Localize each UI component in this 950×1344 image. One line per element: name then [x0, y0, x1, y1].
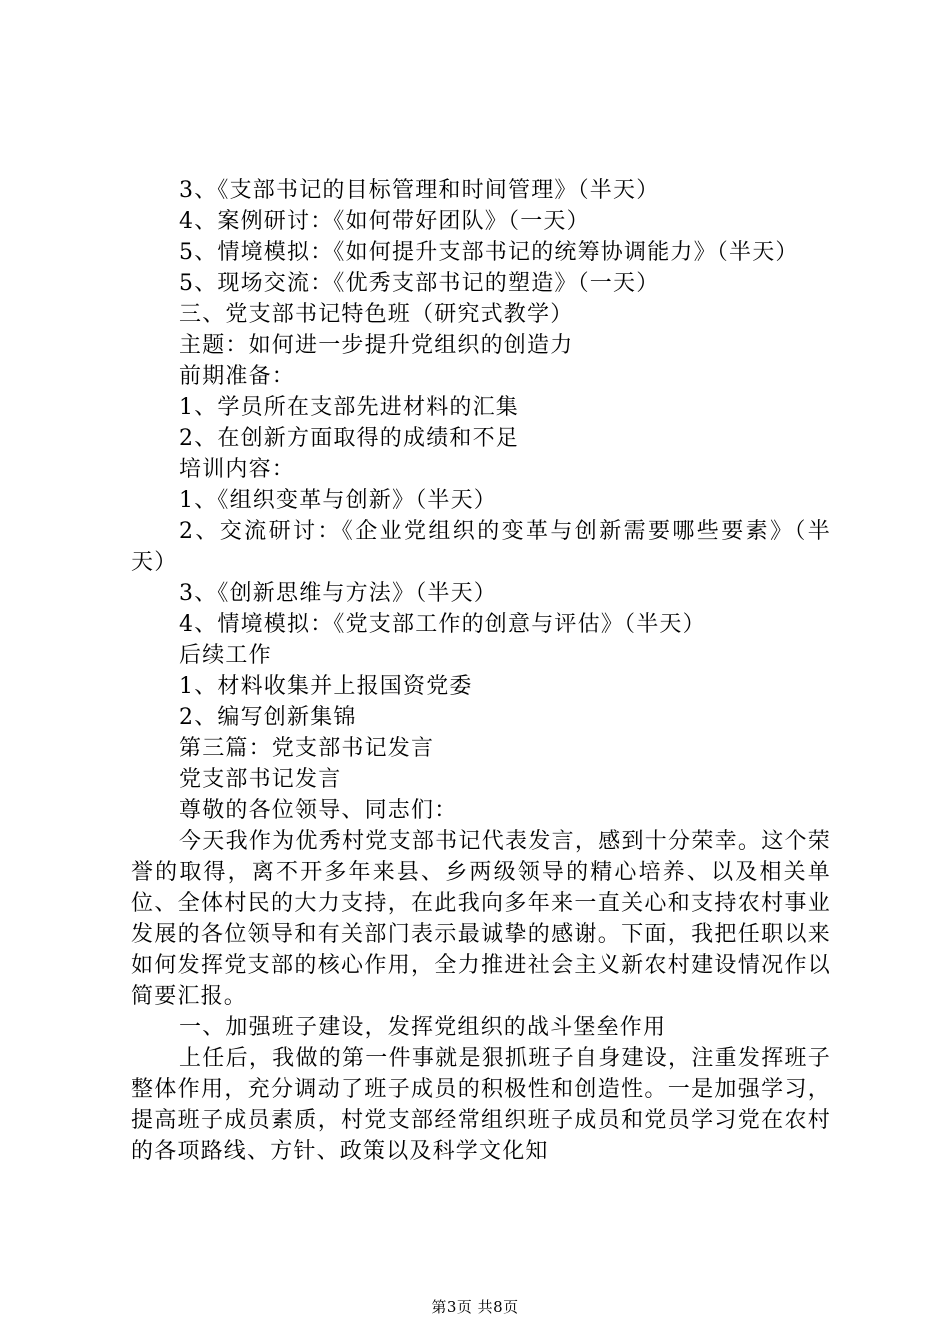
paragraph: 3、《支部书记的目标管理和时间管理》（半天）: [179, 178, 660, 203]
salutation: 尊敬的各位领导、同志们：: [179, 798, 458, 823]
paragraph: 2、交流研讨：《企业党组织的变革与创新需要哪些要素》（半天）: [131, 519, 831, 575]
paragraph: 今天我作为优秀村党支部书记代表发言，感到十分荣幸。这个荣誉的取得，离不开多年来县、乡两级领导的精心培养、以及相关单位、全体村民的大力支持，在此我向多年来一直关心和支持农村事业发展的各位领导和有关部门表示最诚挚的感谢。下面，我把任职以来如何发挥党支部的核心作用，全力推进社会主义新农村建设情况作以简要汇报。: [131, 829, 831, 1009]
paragraph: 4、情境模拟：《党支部工作的创意与评估》（半天）: [179, 612, 706, 637]
speech-title: 党支部书记发言: [179, 767, 342, 792]
paragraph: 3、《创新思维与方法》（半天）: [179, 581, 497, 606]
paragraph: 上任后，我做的第一件事就是狠抓班子自身建设，注重发挥班子整体作用，充分调动了班子成员的积极性和创造性。一是加强学习，提高班子成员素质，村党支部经常组织班子成员和党员学习党在农村的各项路线、方针、政策以及科学文化知: [131, 1046, 831, 1164]
paragraph: 主题：如何进一步提升党组织的创造力: [179, 333, 574, 358]
paragraph: 培训内容：: [179, 457, 296, 482]
paragraph: 1、学员所在支部先进材料的汇集: [179, 395, 519, 420]
paragraph: 2、在创新方面取得的成绩和不足: [179, 426, 519, 451]
paragraph: 4、案例研讨：《如何带好团队》（一天）: [179, 209, 590, 234]
section-heading: 一、加强班子建设，发挥党组织的战斗堡垒作用: [179, 1015, 667, 1040]
paragraph: 2、编写创新集锦: [179, 705, 357, 730]
chapter-heading: 第三篇：党支部书记发言: [179, 736, 435, 761]
paragraph: 5、现场交流：《优秀支部书记的塑造》（一天）: [179, 271, 660, 296]
paragraph: 1、《组织变革与创新》（半天）: [179, 488, 497, 513]
paragraph: 1、材料收集并上报国资党委: [179, 674, 473, 699]
paragraph: 后续工作: [179, 643, 272, 668]
paragraph: 前期准备：: [179, 364, 296, 389]
page-number-footer: 第3页 共8页: [431, 1298, 519, 1316]
document-body: [131, 175, 831, 1167]
paragraph: 5、情境模拟：《如何提升支部书记的统筹协调能力》（半天）: [179, 240, 799, 265]
section-heading: 三、党支部书记特色班（研究式教学）: [179, 302, 574, 327]
